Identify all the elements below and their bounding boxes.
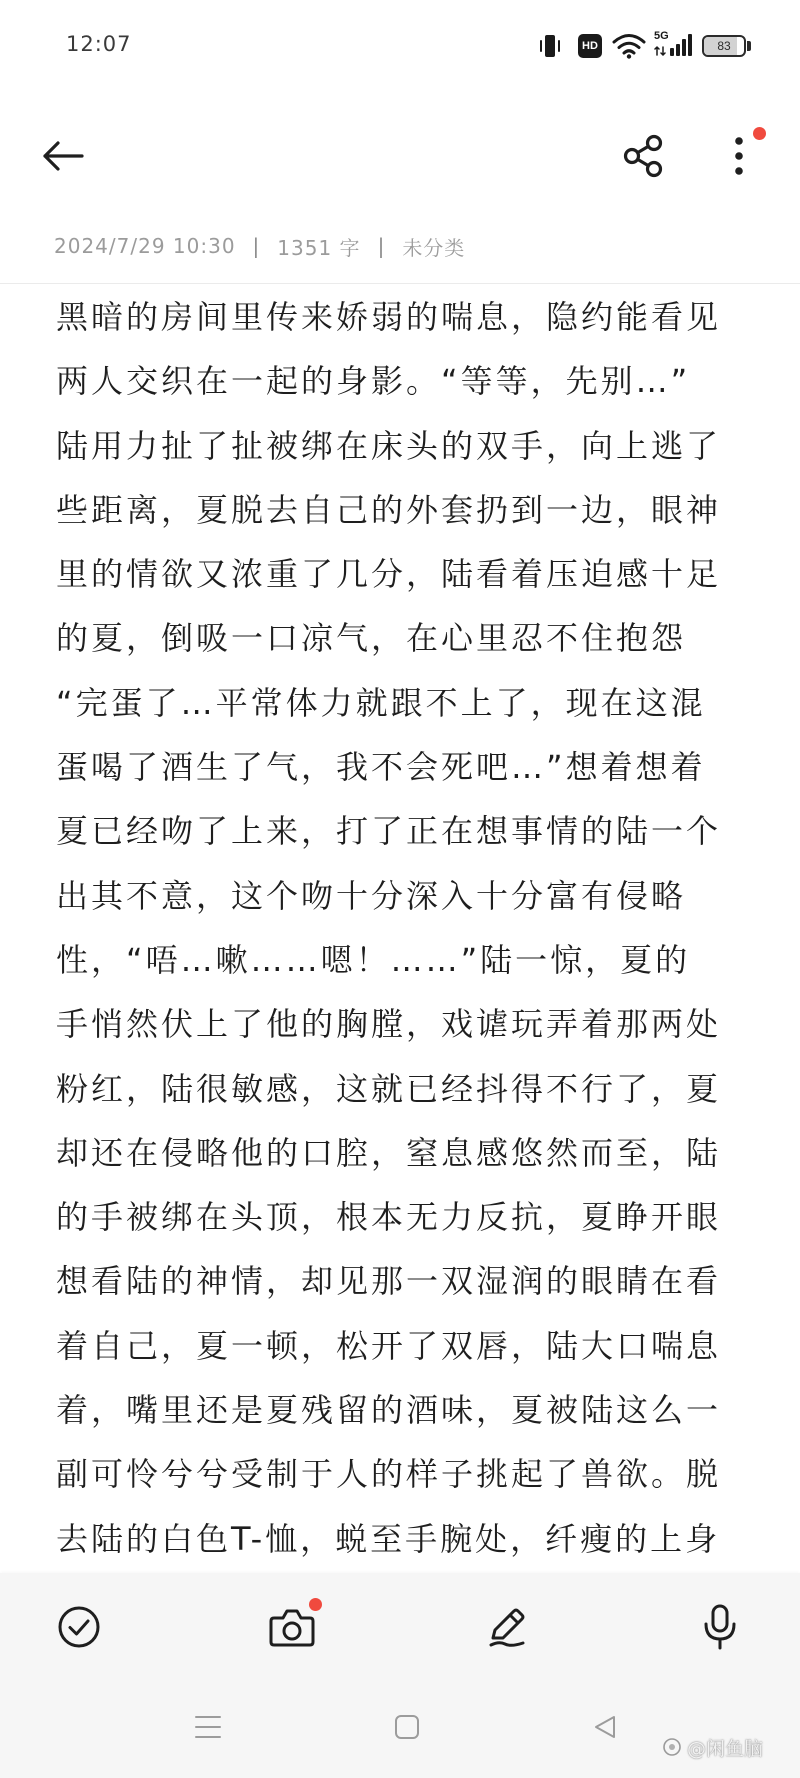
watermark-text: @闲鱼脑 (687, 1737, 764, 1760)
camera-notification-dot (309, 1598, 322, 1611)
note-line: 黑暗的房间里传来娇弱的喘息，隐约能看见 (56, 298, 722, 336)
note-line: 粉红，陆很敏感，这就已经抖得不行了，夏 (56, 1069, 722, 1108)
note-line: 手悄然伏上了他的胸膛，戏谑玩弄着那两处 (56, 1005, 722, 1044)
more-vertical-icon (733, 135, 745, 177)
battery-nub (747, 41, 751, 51)
note-line: “完蛋了…平常体力就跟不上了，现在这混 (56, 683, 706, 722)
battery-icon (702, 35, 746, 57)
note-line: 去陆的白色T-恤，蜕至手腕处，纤瘦的上身 (56, 1519, 721, 1558)
nav-back-button[interactable] (584, 1705, 626, 1749)
category-label[interactable]: 未分类 (402, 235, 466, 260)
back-button[interactable] (36, 134, 90, 178)
back-arrow-icon (42, 141, 84, 171)
battery-level: 83 (717, 39, 731, 53)
signal-icon (654, 30, 694, 58)
note-line: 些距离，夏脱去自己的外套扔到一边，眼神 (56, 490, 722, 529)
status-time: 12:07 (66, 32, 132, 56)
note-line: 着，嘴里还是夏残留的酒味，夏被陆这么一 (56, 1391, 722, 1430)
note-line: 想看陆的神情，却见那一双湿润的眼睛在看 (56, 1262, 722, 1301)
back-triangle-icon (592, 1714, 618, 1740)
note-date: 2024/7/29 10:30 (54, 234, 236, 258)
meta-separator: | (377, 234, 386, 258)
nav-home-button[interactable] (386, 1705, 428, 1749)
more-notification-dot (753, 127, 766, 140)
share-icon (622, 134, 666, 178)
checklist-button[interactable] (52, 1600, 106, 1654)
handwriting-button[interactable] (480, 1600, 534, 1654)
camera-icon (269, 1607, 315, 1647)
watermark (662, 1733, 763, 1761)
more-options-button[interactable] (722, 130, 756, 182)
note-line: 夏已经吻了上来，打了正在想事情的陆一个 (56, 812, 722, 851)
recent-apps-icon (194, 1715, 222, 1739)
microphone-icon (702, 1604, 738, 1650)
note-line: 却还在侵略他的口腔，窒息感悠然而至，陆 (56, 1133, 722, 1172)
network-type-label: 5G (654, 30, 669, 42)
wifi-icon (612, 33, 646, 59)
note-line: 出其不意，这个吻十分深入十分富有侵略 (56, 876, 687, 915)
home-icon (394, 1714, 420, 1740)
note-line: 着自己，夏一顿，松开了双唇，陆大口喘息 (56, 1326, 722, 1365)
note-line: 的手被绑在头顶，根本无力反抗，夏睁开眼 (56, 1198, 722, 1237)
note-body-editor[interactable] (56, 285, 776, 1573)
header-divider (0, 283, 800, 284)
note-line: 里的情欲又浓重了几分，陆看着压迫感十足 (56, 555, 722, 594)
checklist-icon (57, 1605, 101, 1649)
note-line: 的夏，倒吸一口凉气，在心里忍不住抱怨 (56, 619, 687, 658)
note-meta (54, 233, 465, 259)
note-line: 蛋喝了酒生了气，我不会死吧…”想着想着 (56, 748, 706, 787)
meta-separator: | (252, 234, 261, 258)
share-button[interactable] (620, 133, 668, 179)
voice-input-button[interactable] (693, 1600, 747, 1654)
pen-icon (485, 1605, 529, 1649)
note-line: 性，“唔…嗽……嗯！……”陆一惊，夏的 (56, 940, 691, 979)
watermark-logo-icon (662, 1737, 682, 1757)
note-line: 副可怜兮兮受制于人的样子挑起了兽欲。脱 (56, 1455, 722, 1494)
word-count: 1351 字 (277, 235, 361, 260)
nav-recent-apps-button[interactable] (187, 1705, 229, 1749)
hd-badge: HD (578, 34, 602, 58)
note-line: 两人交织在一起的身影。“等等，先别…” (56, 362, 691, 401)
note-line: 陆用力扯了扯被绑在床头的双手，向上逃了 (56, 426, 722, 465)
vibrate-icon (539, 33, 561, 59)
